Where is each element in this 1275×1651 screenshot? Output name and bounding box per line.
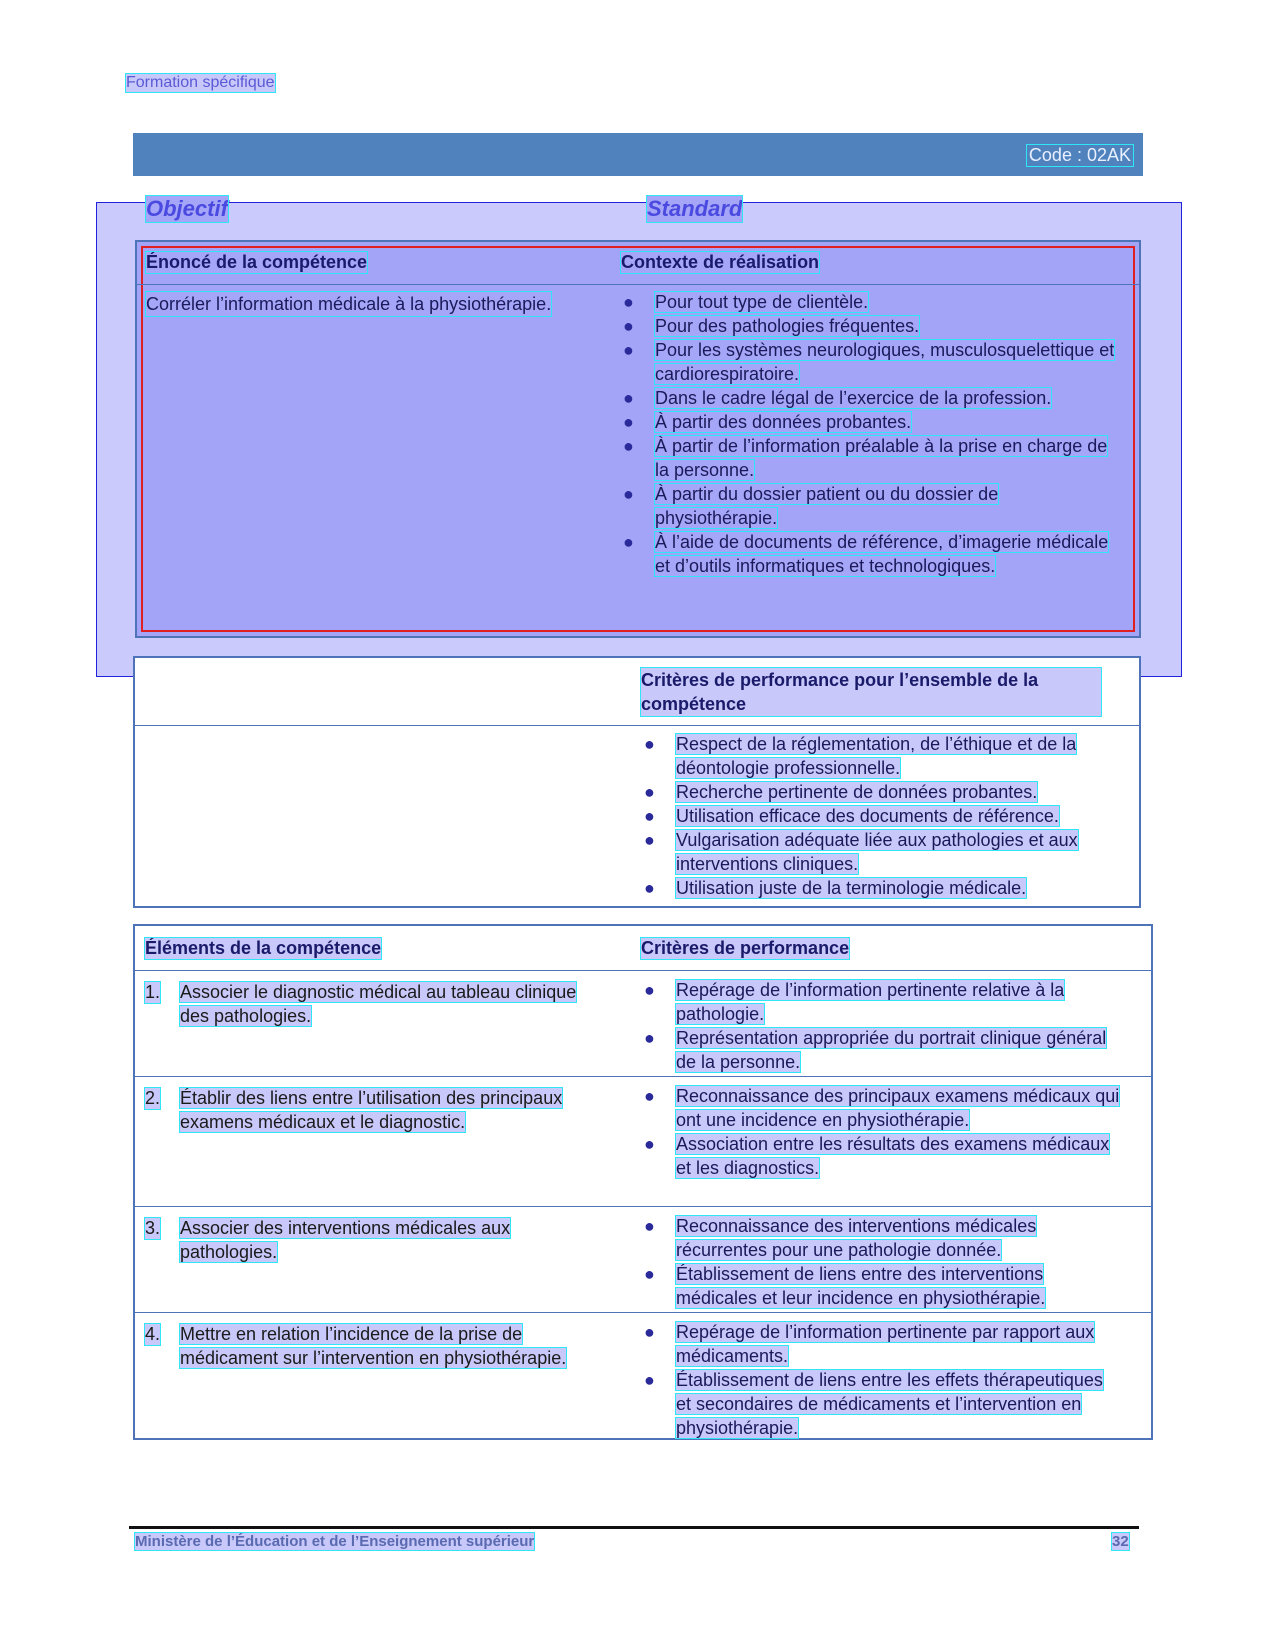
bullet-icon: ● [644,830,655,850]
footer-ministry: Ministère de l’Éducation et de l’Enseignement supérieur [135,1533,535,1550]
footer-rule [129,1526,1139,1529]
document-header-label: Formation spécifique [126,74,275,91]
list-item: ● Pour les systèmes neurologiques, musculosquelettique et cardiorespiratoire. [623,340,1115,384]
header-criteres: Critères de performance [641,938,850,958]
bullet-icon: ● [623,388,634,408]
bullet-icon: ● [644,1028,655,1048]
bullet-icon: ● [644,1086,655,1106]
list-item: ● À partir de l’information préalable à la prise en charge de la personne. [623,436,1108,480]
list-item: ● Respect de la réglementation, de l’éthique et de la déontologie professionnelle. [644,734,1077,778]
bullet-icon: ● [644,878,655,898]
bullet-icon: ● [623,532,634,552]
header-contexte: Contexte de réalisation [621,252,820,272]
list-item: ● À l’aide de documents de référence, d’imagerie médicale et d’outils informatiques et technologiques. [623,532,1109,576]
header-enonce: Énoncé de la compétence [146,252,368,272]
list-item: ● Repérage de l’information pertinente relative à la pathologie. [644,980,1065,1024]
contexte-list [619,290,1119,578]
list-item: ● Établissement de liens entre des interventions médicales et leur incidence en physiothérapie. [644,1264,1046,1308]
competence-elements-table [133,924,1153,1440]
bullet-icon: ● [644,1264,655,1284]
list-item: ● À partir du dossier patient ou du dossier de physiothérapie. [623,484,999,528]
header-criteres-ensemble: Critères de performance pour l’ensemble de la compétence [641,668,1101,716]
criteres-list [640,1084,1120,1180]
element-number: 2. [145,1088,161,1108]
element-number: 1. [145,982,161,1002]
section-title-standard: Standard [647,196,743,221]
bullet-icon: ● [623,412,634,432]
page-number: 32 [1112,1533,1129,1550]
table-divider [135,1206,1151,1207]
element-text: Associer des interventions médicales aux pathologies. [180,1218,511,1262]
bullet-icon: ● [644,1134,655,1154]
section-title-objectif: Objectif [146,196,228,221]
table-divider [135,725,1139,726]
list-item: ● Vulgarisation adéquate liée aux pathologies et aux interventions cliniques. [644,830,1078,874]
list-item: ● Association entre les résultats des examens médicaux et les diagnostics. [644,1134,1110,1178]
list-item: ● Représentation appropriée du portrait clinique général de la personne. [644,1028,1107,1072]
bullet-icon: ● [623,484,634,504]
list-item: ● Dans le cadre légal de l’exercice de la profession. [623,388,1052,408]
element-text: Établir des liens entre l’utilisation des principaux examens médicaux et le diagnostic. [180,1088,563,1132]
table-divider [137,284,1139,285]
competence-statement: Corréler l’information médicale à la physiothérapie. [146,294,552,314]
bullet-icon: ● [623,436,634,456]
element-text: Associer le diagnostic médical au tableau clinique des pathologies. [180,982,577,1026]
bullet-icon: ● [644,734,655,754]
bullet-icon: ● [644,1370,655,1390]
list-item: ● Reconnaissance des principaux examens médicaux qui ont une incidence en physiothérapie. [644,1086,1120,1130]
list-item: ● Utilisation juste de la terminologie médicale. [644,878,1027,898]
table-divider [135,1312,1151,1313]
header-elements: Éléments de la compétence [145,938,382,958]
list-item: ● Reconnaissance des interventions médicales récurrentes pour une pathologie donnée. [644,1216,1037,1260]
criteres-ensemble-list [640,732,1120,900]
bullet-icon: ● [644,806,655,826]
criteres-list [640,1320,1120,1440]
bullet-icon: ● [623,292,634,312]
criteres-list [640,978,1120,1074]
table-divider [135,970,1151,971]
performance-criteria-overall-table [133,656,1141,908]
bullet-icon: ● [644,1216,655,1236]
bullet-icon: ● [623,340,634,360]
criteres-list [640,1214,1120,1310]
bullet-icon: ● [644,1322,655,1342]
bullet-icon: ● [644,980,655,1000]
competency-code: Code : 02AK [1028,145,1131,165]
list-item: ● Pour tout type de clientèle. [623,292,869,312]
list-item: ● Repérage de l’information pertinente par rapport aux médicaments. [644,1322,1095,1366]
element-number: 4. [145,1324,161,1344]
code-bar [133,133,1143,176]
element-number: 3. [145,1218,161,1238]
list-item: ● Pour des pathologies fréquentes. [623,316,920,336]
bullet-icon: ● [623,316,634,336]
bullet-icon: ● [644,782,655,802]
table-divider [135,1076,1151,1077]
list-item: ● Établissement de liens entre les effets thérapeutiques et secondaires de médicaments et l’intervention en physiothérapie. [644,1370,1103,1438]
competence-statement-table [135,240,1141,638]
list-item: ● À partir des données probantes. [623,412,912,432]
element-text: Mettre en relation l’incidence de la prise de médicament sur l’intervention en physiothérapie. [180,1324,567,1368]
list-item: ● Utilisation efficace des documents de référence. [644,806,1059,826]
list-item: ● Recherche pertinente de données probantes. [644,782,1038,802]
